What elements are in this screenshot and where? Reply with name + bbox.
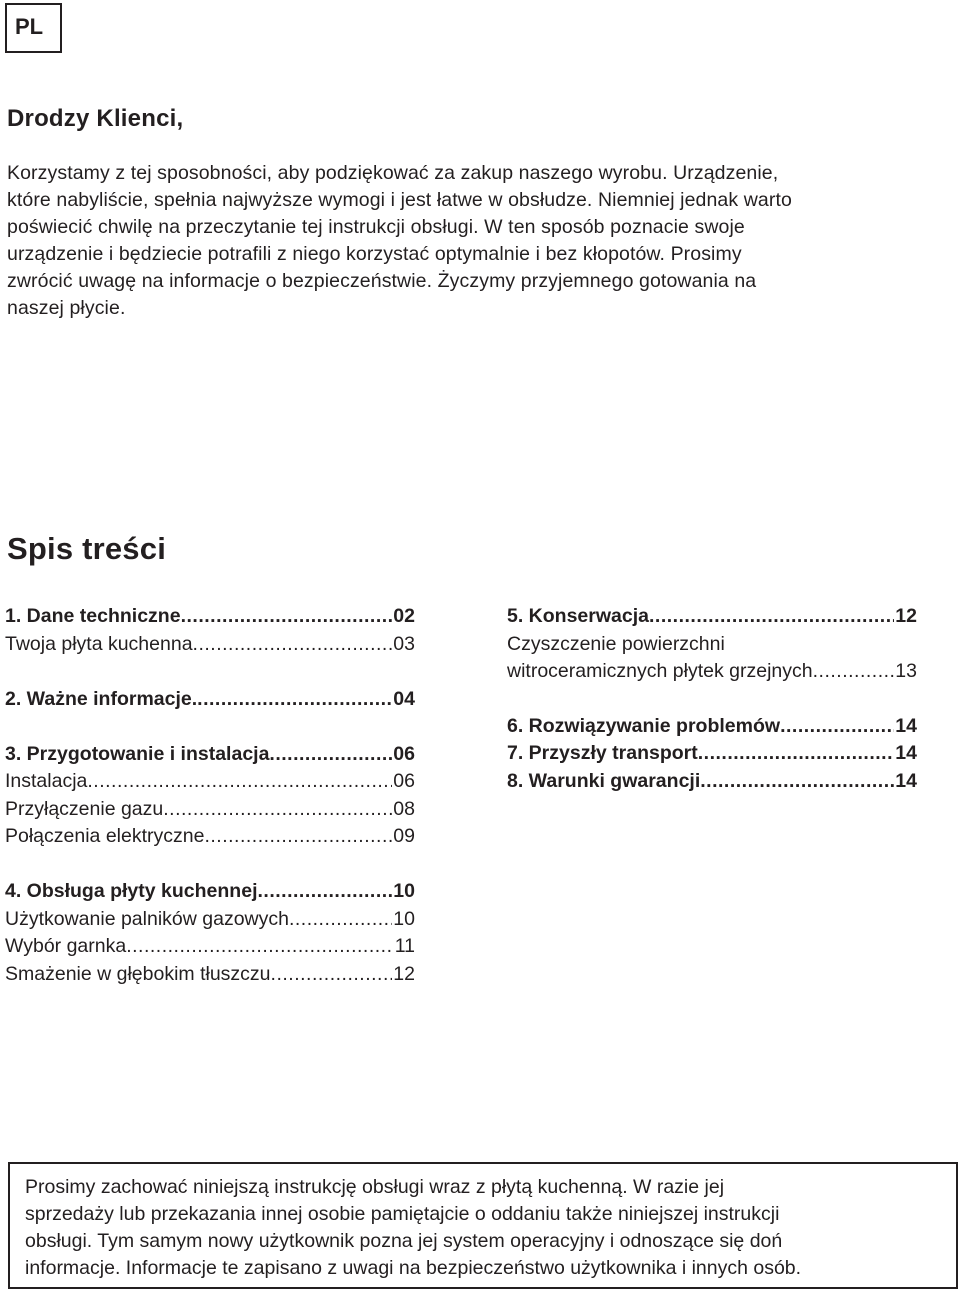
toc-leader-dots bbox=[181, 603, 393, 631]
intro-line: naszej płycie. bbox=[7, 297, 126, 319]
toc-entry-page: 02 bbox=[393, 605, 415, 627]
notice-line: obsługi. Tym samym nowy użytkownik pozna jej system operacyjny i odnoszące się doń bbox=[25, 1230, 783, 1252]
toc-leader-dots bbox=[289, 906, 392, 934]
toc-entry[interactable] bbox=[5, 768, 415, 796]
language-badge: PL bbox=[5, 3, 62, 53]
toc-entry[interactable] bbox=[507, 713, 917, 741]
toc-entry[interactable] bbox=[507, 740, 917, 768]
toc-entry-page: 13 bbox=[895, 660, 917, 682]
toc-entry-label: Wybór garnka bbox=[5, 935, 127, 957]
intro-line: które nabyliście, spełnia najwyższe wymogi i jest łatwe w obsłudze. Niemniej jednak warto bbox=[7, 189, 792, 211]
toc-leader-dots bbox=[257, 878, 392, 906]
toc-entry[interactable] bbox=[5, 961, 415, 989]
toc-entry-label: 2. Ważne informacje. bbox=[5, 687, 198, 710]
toc-entry[interactable] bbox=[5, 906, 415, 934]
toc-leader-dots bbox=[269, 741, 392, 769]
toc-right-column bbox=[507, 603, 917, 795]
toc-entry-page: 14 bbox=[895, 714, 917, 737]
toc-leader-dots bbox=[700, 768, 894, 796]
toc-entry-label: 4. Obsługa płyty kuchennej bbox=[5, 880, 258, 902]
toc-entry[interactable] bbox=[5, 933, 415, 961]
intro-line: urządzenie i będziecie potrafili z niego korzystać optymalnie i bez kłopotów. Prosimy bbox=[7, 243, 742, 265]
toc-entry[interactable] bbox=[5, 631, 415, 659]
toc-entry-label: Przyłączenie gazu bbox=[5, 797, 164, 820]
toc-entry-label: 3. Przygotowanie i instalacja bbox=[5, 742, 270, 765]
toc-leader-dots bbox=[780, 713, 894, 741]
toc-entry-page: 04 bbox=[393, 687, 415, 710]
toc-entry[interactable] bbox=[507, 658, 917, 686]
toc-leader-dots bbox=[271, 961, 393, 989]
toc-entry-page: 03 bbox=[393, 632, 415, 655]
toc-leader-dots bbox=[698, 740, 895, 768]
toc-entry-label: 5. Konserwacja bbox=[507, 605, 649, 627]
notice-line: informacje. Informacje te zapisano z uwagi na bezpieczeństwo użytkownika i innych osób. bbox=[25, 1257, 802, 1279]
toc-entry-label: 7. Przyszły transport bbox=[507, 742, 698, 764]
intro-paragraph bbox=[7, 160, 927, 322]
toc-entry-label: Instalacja bbox=[5, 770, 88, 792]
toc-leader-dots bbox=[87, 768, 392, 796]
toc-entry-page: 10 bbox=[393, 880, 415, 902]
toc-entry-page: 14 bbox=[895, 769, 917, 792]
toc-leader-dots bbox=[204, 823, 392, 851]
keep-manual-notice bbox=[8, 1162, 958, 1289]
toc-entry-label: 1. Dane techniczne bbox=[5, 605, 181, 627]
toc-title: Spis treści bbox=[7, 531, 167, 566]
toc-left-column bbox=[5, 603, 415, 988]
toc-entry-page: 14 bbox=[895, 742, 917, 764]
toc-leader-dots bbox=[813, 658, 895, 686]
toc-entry-label: 6. Rozwiązywanie problemów bbox=[507, 714, 781, 737]
toc-entry-label: 8. Warunki gwarancji bbox=[507, 769, 701, 792]
toc-entry-label: Połączenia elektryczne bbox=[5, 825, 205, 847]
toc-entry[interactable] bbox=[507, 768, 917, 796]
toc-entry-page: 12 bbox=[895, 605, 917, 627]
toc-entry[interactable] bbox=[5, 603, 415, 631]
toc-entry[interactable] bbox=[5, 823, 415, 851]
toc-entry[interactable] bbox=[5, 796, 415, 824]
toc-leader-dots bbox=[197, 686, 392, 714]
toc-entry-page: 09 bbox=[393, 825, 415, 847]
toc-leader-dots bbox=[163, 796, 392, 824]
toc-entry-label: Użytkowanie palników gazowych bbox=[5, 907, 289, 930]
toc-entry-label-line: Czyszczenie powierzchni bbox=[507, 632, 725, 655]
toc-entry[interactable] bbox=[5, 878, 415, 906]
greeting-heading: Drodzy Klienci, bbox=[7, 105, 184, 132]
toc-entry-page: 10 bbox=[393, 907, 415, 930]
intro-line: poświecić chwilę na przeczytanie tej instrukcji obsługi. W ten sposób poznacie swoje bbox=[7, 216, 745, 238]
toc-leader-dots bbox=[649, 603, 894, 631]
toc-entry[interactable] bbox=[5, 741, 415, 769]
toc-entry-page: 06 bbox=[393, 742, 415, 765]
toc-entry[interactable] bbox=[5, 686, 415, 714]
toc-entry-page: 06 bbox=[393, 770, 415, 792]
intro-line: Korzystamy z tej sposobności, aby podziękować za zakup naszego wyrobu. Urządzenie, bbox=[7, 162, 779, 184]
toc-entry-label: Smażenie w głębokim tłuszczu bbox=[5, 962, 271, 985]
notice-line: sprzedaży lub przekazania innej osobie pamiętajcie o oddaniu także niniejszej instrukcji bbox=[25, 1203, 780, 1225]
toc-entry-page: 12 bbox=[393, 962, 415, 985]
toc-entry-page: 08 bbox=[393, 797, 415, 820]
toc-entry-label: Twoja płyta kuchenna bbox=[5, 632, 193, 655]
toc-entry[interactable] bbox=[507, 603, 917, 631]
toc-leader-dots bbox=[126, 933, 394, 961]
toc-entry-label: witroceramicznych płytek grzejnych bbox=[507, 660, 813, 682]
notice-line: Prosimy zachować niniejszą instrukcję obsługi wraz z płytą kuchenną. W razie jej bbox=[25, 1176, 725, 1198]
toc-entry-page: 11 bbox=[394, 935, 415, 957]
toc-leader-dots bbox=[193, 631, 393, 659]
intro-line: zwrócić uwagę na informacje o bezpieczeństwie. Życzymy przyjemnego gotowania na bbox=[7, 270, 757, 292]
